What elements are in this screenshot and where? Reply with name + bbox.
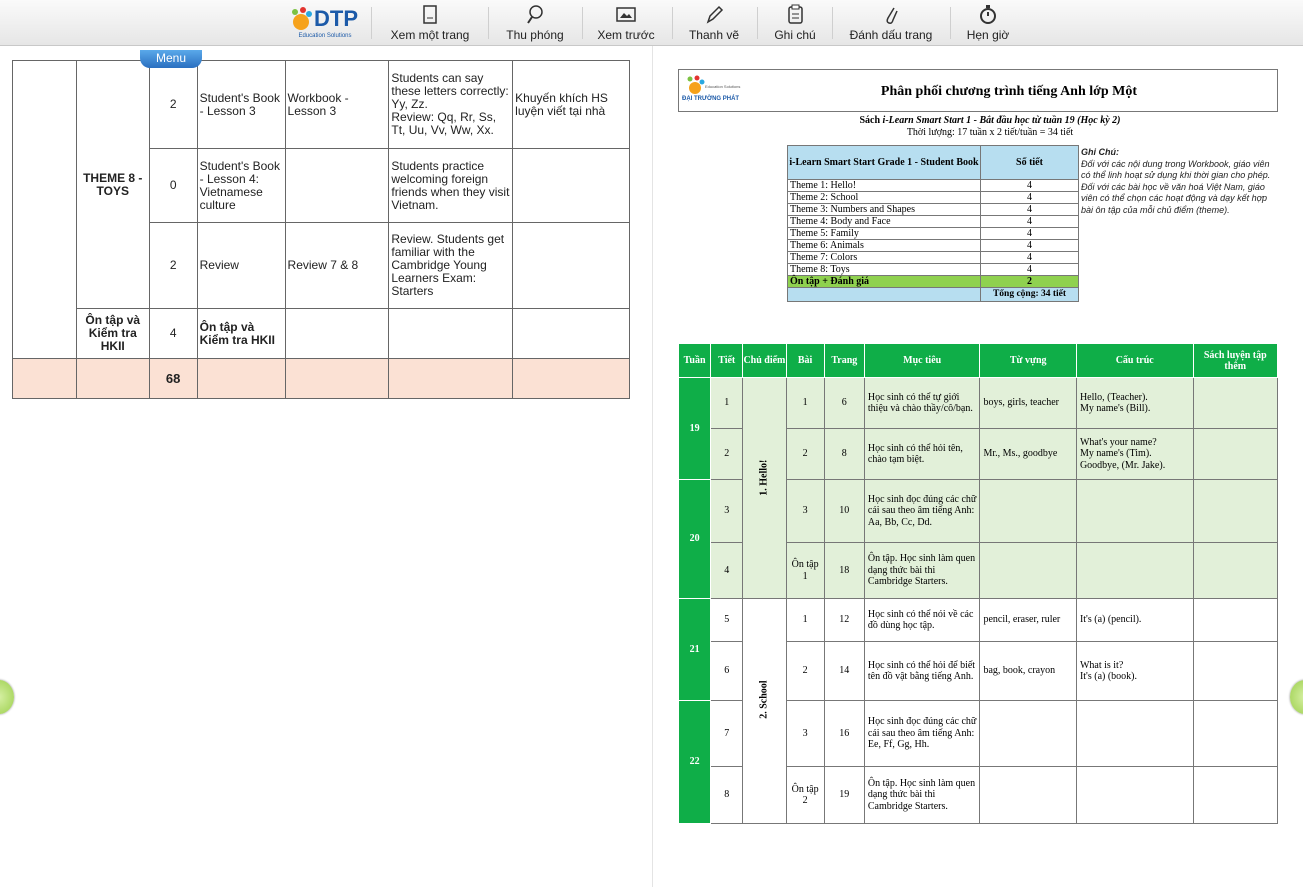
column-header: i-Learn Smart Start Grade 1 - Student Book (788, 146, 981, 180)
column-header: Trang (824, 344, 864, 378)
theme-count: 4 (981, 180, 1079, 192)
page-cell: 6 (824, 378, 864, 429)
lesson-count: 2 (149, 61, 197, 149)
lesson-count: 4 (149, 309, 197, 359)
table-row (788, 146, 1079, 180)
stopwatch-icon (978, 4, 998, 26)
table-row (788, 252, 1079, 264)
notes-box (1081, 147, 1276, 216)
structure-cell: What is it? It's (a) (book). (1076, 642, 1193, 701)
column-header: Bài (786, 344, 824, 378)
timer-button[interactable] (960, 2, 1016, 44)
theme-name: Theme 5: Family (788, 228, 981, 240)
publisher-logo (679, 70, 754, 111)
header-row (679, 344, 1278, 378)
timer-label: Hẹn giờ (966, 28, 1010, 42)
workbook-cell: Workbook - Lesson 3 (285, 61, 389, 149)
objective-cell: Học sinh có thể nói về các đồ dùng học tập. (864, 599, 980, 642)
week-cell: 19 (679, 378, 711, 480)
period-cell: 7 (711, 701, 743, 767)
period-cell: 6 (711, 642, 743, 701)
extra-book-cell (1193, 480, 1277, 543)
theme-count: 4 (981, 216, 1079, 228)
objective-cell: Học sinh có thể tự giới thiệu và chào thầy/cô/bạn. (864, 378, 980, 429)
empty-cell (285, 359, 389, 399)
lesson-cell: 1 (786, 599, 824, 642)
column-header: Tuần (679, 344, 711, 378)
theme-name: Theme 4: Body and Face (788, 216, 981, 228)
structure-cell (1076, 701, 1193, 767)
objective-cell: Học sinh đọc đúng các chữ cái sau theo âm tiếng Anh: Ee, Ff, Gg, Hh. (864, 701, 980, 767)
note-cell (513, 309, 630, 359)
extra-book-cell (1193, 429, 1277, 480)
empty-cell (389, 359, 513, 399)
page-cell: 12 (824, 599, 864, 642)
extra-book-cell (1193, 378, 1277, 429)
magnifier-icon (525, 4, 545, 26)
clipboard-icon (785, 4, 805, 26)
summary-table (787, 145, 1079, 302)
week-cell (13, 61, 77, 359)
theme-label: 1. Hello! (758, 459, 770, 496)
objective-cell: Ôn tập. Học sinh làm quen dạng thức bài thi Cambridge Starters. (864, 543, 980, 599)
column-header: Số tiết (981, 146, 1079, 180)
period-cell: 3 (711, 480, 743, 543)
image-preview-icon (615, 4, 637, 26)
notes-button[interactable] (767, 2, 823, 44)
note-cell: Khuyến khích HS luyện viết tại nhà (513, 61, 630, 149)
single-page-label: Xem một trang (390, 28, 470, 42)
sun-icon (288, 6, 314, 34)
lesson-cell: 3 (786, 701, 824, 767)
total-row (13, 359, 630, 399)
vocab-cell: Mr., Ms., goodbye (980, 429, 1076, 480)
vocab-cell: pencil, eraser, ruler (980, 599, 1076, 642)
notes-line: Đối với các nội dung trong Workbook, giáo viên có thể linh hoạt sử dụng khi thời gian cho phép. (1081, 158, 1271, 180)
extra-book-cell (1193, 599, 1277, 642)
period-cell: 5 (711, 599, 743, 642)
toolbar-divider (488, 7, 489, 39)
page-cell: 18 (824, 543, 864, 599)
theme-cell (743, 378, 786, 599)
lesson-cell: Ôn tập 1 (786, 543, 824, 599)
book-name: i-Learn Smart Start 1 - Bắt đầu học từ tuần 19 (Học kỳ 2) (882, 115, 1121, 126)
zoom-label: Thu phóng (506, 28, 564, 42)
document-title: Phân phối chương trình tiếng Anh lớp Một (880, 84, 1138, 99)
period-cell: 2 (711, 429, 743, 480)
lesson-cell: Ôn tập 2 (786, 767, 824, 824)
structure-cell (1076, 543, 1193, 599)
period-cell: 4 (711, 543, 743, 599)
lesson-cell: 2 (786, 642, 824, 701)
vocab-cell (980, 701, 1076, 767)
page-cell: 10 (824, 480, 864, 543)
logo-subtitle: Education Solutions (298, 33, 352, 39)
structure-cell: Hello, (Teacher). My name's (Bill). (1076, 378, 1193, 429)
single-page-button[interactable] (385, 2, 475, 44)
left-schedule-table (12, 60, 630, 399)
week-cell: 20 (679, 480, 711, 599)
note-cell (513, 223, 630, 309)
review-count: 2 (981, 276, 1079, 288)
page-cell: 14 (824, 642, 864, 701)
period-cell: 8 (711, 767, 743, 824)
table-row (13, 61, 630, 149)
lesson-cell: 3 (786, 480, 824, 543)
table-row (788, 240, 1079, 252)
table-row (13, 309, 630, 359)
table-row (788, 204, 1079, 216)
column-header: Từ vựng (980, 344, 1076, 378)
curriculum-table (678, 343, 1278, 824)
toolbar-divider (950, 7, 951, 39)
objective-cell: Ôn tập. Học sinh làm quen dạng thức bài thi Cambridge Starters. (864, 767, 980, 824)
empty-cell (76, 359, 149, 399)
theme-name: Theme 3: Numbers and Shapes (788, 204, 981, 216)
page-cell: 8 (824, 429, 864, 480)
zoom-button[interactable] (500, 2, 570, 44)
document-title-box (678, 69, 1278, 112)
structure-cell: It's (a) (pencil). (1076, 599, 1193, 642)
empty-cell (513, 359, 630, 399)
theme-count: 4 (981, 240, 1079, 252)
empty-cell (197, 359, 285, 399)
page-icon (420, 4, 440, 26)
structure-cell: What's your name? My name's (Tim). Goodbye, (Mr. Jake). (1076, 429, 1193, 480)
page-cell: 19 (824, 767, 864, 824)
lesson-cell: 2 (786, 429, 824, 480)
column-header: Chủ điểm (743, 344, 786, 378)
toolbar-divider (757, 7, 758, 39)
theme-count: 4 (981, 204, 1079, 216)
objective-cell: Học sinh đọc đúng các chữ cái sau theo âm tiếng Anh: Aa, Bb, Cc, Dd. (864, 480, 980, 543)
review-name: Ôn tập + Đánh giá (788, 276, 981, 288)
vocab-cell: bag, book, crayon (980, 642, 1076, 701)
paperclip-icon (881, 4, 901, 26)
note-cell (513, 149, 630, 223)
extra-book-cell (1193, 767, 1277, 824)
theme-count: 4 (981, 228, 1079, 240)
toolbar-divider (371, 7, 372, 39)
vocab-cell: boys, girls, teacher (980, 378, 1076, 429)
review-row (788, 276, 1079, 288)
total-count: 68 (149, 359, 197, 399)
column-header: Mục tiêu (864, 344, 980, 378)
publisher-sub: Education Solutions (705, 84, 741, 89)
extra-book-cell (1193, 642, 1277, 701)
table-row (788, 180, 1079, 192)
structure-cell (1076, 480, 1193, 543)
notes-title: Ghi Chú: (1081, 147, 1119, 157)
objective-cell (389, 309, 513, 359)
menu-tab[interactable]: Menu (140, 50, 202, 68)
theme-name: Theme 7: Colors (788, 252, 981, 264)
theme-count: 4 (981, 252, 1079, 264)
objective-cell: Students practice welcoming foreign friends when they visit Vietnam. (389, 149, 513, 223)
empty-cell (13, 359, 77, 399)
workbook-cell (285, 309, 389, 359)
lesson-count: 0 (149, 149, 197, 223)
column-header: Cấu trúc (1076, 344, 1193, 378)
subtitle-book: Sách i-Learn Smart Start 1 - Bắt đầu học từ tuần 19 (Học kỳ 2) (859, 115, 1121, 126)
empty-cell (788, 288, 981, 302)
theme-name: Theme 6: Animals (788, 240, 981, 252)
objective-cell: Học sinh có thể hỏi để biết tên đồ vật bằng tiếng Anh. (864, 642, 980, 701)
page-cell: 16 (824, 701, 864, 767)
table-row (679, 378, 1278, 429)
dtp-logo (288, 4, 358, 42)
logo-text: DTP (314, 6, 358, 31)
lesson-cell: 1 (786, 378, 824, 429)
period-cell: 1 (711, 378, 743, 429)
notes-line: Đối với các bài học về văn hoá Việt Nam, giáo viên có thể chọn các hoạt động và dạy kết hợp bài ôn tập của mỗi chủ điểm (theme). (1081, 181, 1268, 215)
toolbar (0, 0, 1303, 46)
theme-count: 4 (981, 264, 1079, 276)
toolbar-divider (672, 7, 673, 39)
lesson-cell: Student's Book - Lesson 3 (197, 61, 285, 149)
objective-cell: Review. Students get familiar with the Cambridge Young Learners Exam: Starters (389, 223, 513, 309)
theme-name: Theme 1: Hello! (788, 180, 981, 192)
vocab-cell (980, 767, 1076, 824)
bookmark-label: Đánh dấu trang (849, 28, 933, 42)
lesson-cell: Review (197, 223, 285, 309)
workbook-cell: Review 7 & 8 (285, 223, 389, 309)
vocab-cell (980, 543, 1076, 599)
structure-cell (1076, 767, 1193, 824)
toolbar-divider (582, 7, 583, 39)
pencil-icon (704, 4, 724, 26)
total-row (788, 288, 1079, 302)
theme-cell (76, 61, 149, 309)
column-header: Sách luyện tập thêm (1193, 344, 1277, 378)
column-header: Tiết (711, 344, 743, 378)
workbook-cell (285, 149, 389, 223)
table-row (788, 216, 1079, 228)
publisher-name: ĐẠI TRƯỜNG PHÁT (682, 96, 740, 102)
toolbar-divider (832, 7, 833, 39)
lesson-cell: Ôn tập và Kiểm tra HKII (197, 309, 285, 359)
theme-count: 4 (981, 192, 1079, 204)
preview-label: Xem trước (597, 28, 655, 42)
draw-toolbar-label: Thanh vẽ (688, 28, 740, 42)
bookmark-button[interactable] (843, 2, 939, 44)
subtitle-duration: Thời lượng: 17 tuần x 2 tiết/tuần = 34 tiết (906, 127, 1074, 138)
table-row (788, 192, 1079, 204)
week-cell: 22 (679, 701, 711, 824)
draw-toolbar-button[interactable] (684, 2, 744, 44)
table-row (788, 228, 1079, 240)
total-text: Tổng cộng: 34 tiết (981, 288, 1079, 302)
theme-name: Theme 2: School (788, 192, 981, 204)
theme-cell (743, 599, 786, 824)
objective-cell: Học sinh có thể hỏi tên, chào tạm biệt. (864, 429, 980, 480)
extra-book-cell (1193, 701, 1277, 767)
vocab-cell (980, 480, 1076, 543)
table-row (679, 599, 1278, 642)
notes-label: Ghi chú (774, 28, 816, 42)
lesson-cell: Student's Book - Lesson 4: Vietnamese culture (197, 149, 285, 223)
review-label-cell: Ôn tập và Kiểm tra HKII (76, 309, 149, 359)
week-cell: 21 (679, 599, 711, 701)
preview-button[interactable] (593, 2, 659, 44)
objective-cell: Students can say these letters correctly: Yy, Zz. Review: Qq, Rr, Ss, Tt, Uu, Vv, Ww, Xx. (389, 61, 513, 149)
theme-label: THEME 8 - TOYS (83, 170, 143, 198)
theme-name: Theme 8: Toys (788, 264, 981, 276)
extra-book-cell (1193, 543, 1277, 599)
lesson-count: 2 (149, 223, 197, 309)
theme-label: 2. School (758, 680, 770, 719)
table-row (788, 264, 1079, 276)
